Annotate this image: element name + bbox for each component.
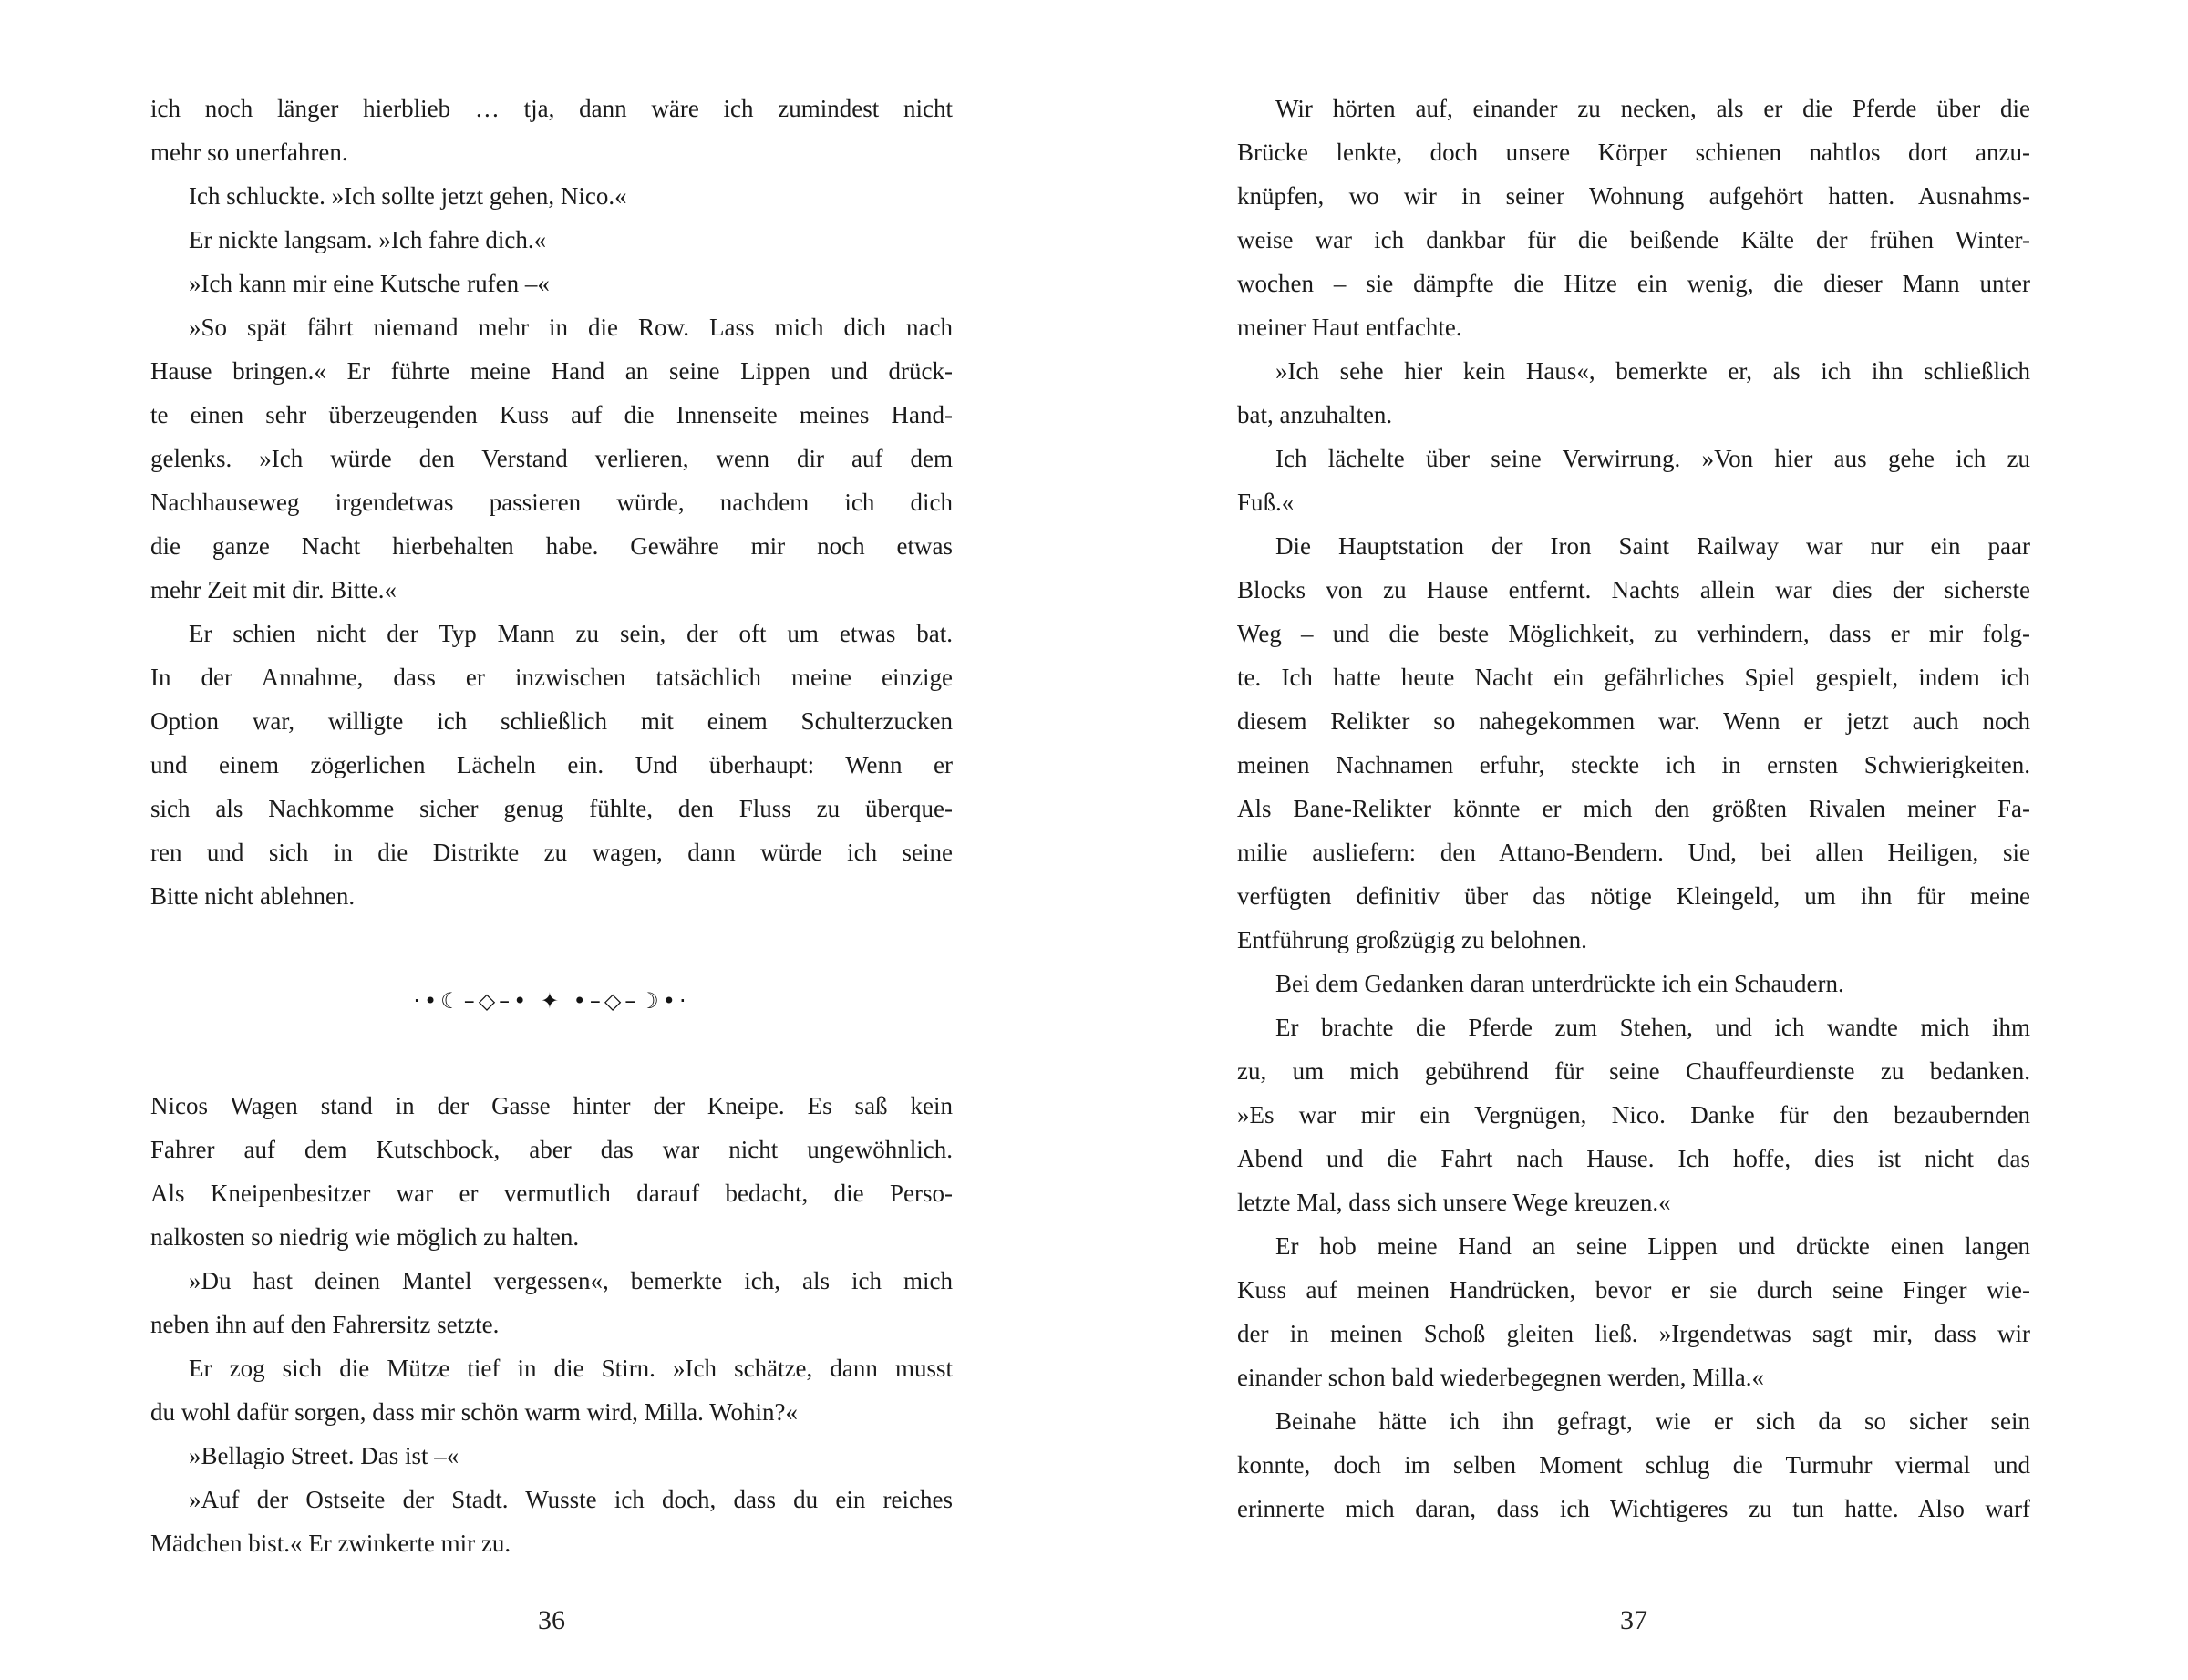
- text-line: diesem Relikter so nahegekommen war. Wenn er jetzt auch noch: [1237, 707, 2030, 735]
- text-line: zu, um mich gebührend für seine Chauffeurdienste zu bedanken.: [1237, 1057, 2030, 1085]
- text-line: »Es war mir ein Vergnügen, Nico. Danke für den bezaubernden: [1237, 1101, 2030, 1129]
- text-line: mehr so unerfahren.: [150, 139, 348, 166]
- text-line: Blocks von zu Hause entfernt. Nachts allein war dies der sicherste: [1237, 576, 2030, 603]
- text-line: Beinahe hätte ich ihn gefragt, wie er sich da so sicher sein: [1275, 1407, 2030, 1435]
- text-line: bat, anzuhalten.: [1237, 401, 1393, 428]
- text-line: Ich lächelte über seine Verwirrung. »Von hier aus gehe ich zu: [1275, 445, 2030, 472]
- left-page-text: [150, 87, 953, 1565]
- text-line: Brücke lenkte, doch unsere Körper schienen nahtlos dort anzu-: [1237, 139, 2030, 166]
- text-line: Kuss auf meinen Handrücken, bevor er sie durch seine Finger wie-: [1237, 1276, 2030, 1304]
- text-line: die ganze Nacht hierbehalten habe. Gewähre mir noch etwas: [150, 532, 953, 560]
- text-line: »Bellagio Street. Das ist –«: [189, 1442, 459, 1469]
- text-line: meiner Haut entfachte.: [1237, 314, 1462, 341]
- text-line: Ich schluckte. »Ich sollte jetzt gehen, Nico.«: [189, 182, 627, 210]
- text-line: »Ich sehe hier kein Haus«, bemerkte er, als ich ihn schließlich: [1275, 357, 2030, 385]
- text-line: Er nickte langsam. »Ich fahre dich.«: [189, 226, 547, 253]
- text-line: Bitte nicht ablehnen.: [150, 882, 356, 910]
- text-line: ich noch länger hierblieb … tja, dann wäre ich zumindest nicht: [150, 95, 953, 122]
- text-line: Fahrer auf dem Kutschbock, aber das war nicht ungewöhnlich.: [150, 1136, 953, 1163]
- text-line: te einen sehr überzeugenden Kuss auf die Innenseite meines Hand-: [150, 401, 953, 428]
- text-line: konnte, doch im selben Moment schlug die Turmuhr viermal und: [1237, 1451, 2030, 1479]
- text-line: weise war ich dankbar für die beißende Kälte der frühen Winter-: [1237, 226, 2030, 253]
- text-line: erinnerte mich daran, dass ich Wichtigeres zu tun hatte. Also warf: [1237, 1495, 2030, 1522]
- text-line: »So spät fährt niemand mehr in die Row. Lass mich dich nach: [189, 314, 953, 341]
- text-line: Nachhauseweg irgendetwas passieren würde, nachdem ich dich: [150, 489, 953, 516]
- text-line: einander schon bald wiederbegegnen werden, Milla.«: [1237, 1364, 1765, 1391]
- text-line: Nicos Wagen stand in der Gasse hinter der Kneipe. Es saß kein: [150, 1092, 953, 1119]
- text-line: In der Annahme, dass er inzwischen tatsächlich meine einzige: [150, 664, 953, 691]
- right-page-text: [1237, 87, 2030, 1531]
- text-line: »Auf der Ostseite der Stadt. Wusste ich doch, dass du ein reiches: [189, 1486, 953, 1513]
- text-line: »Ich kann mir eine Kutsche rufen –«: [189, 270, 550, 297]
- text-line: Fuß.«: [1237, 489, 1295, 516]
- page-number-right: 37: [1620, 1605, 1647, 1635]
- text-line: meinen Nachnamen erfuhr, steckte ich in ernsten Schwierigkeiten.: [1237, 751, 2030, 778]
- text-line: Wir hörten auf, einander zu necken, als er die Pferde über die: [1275, 95, 2030, 122]
- text-line: Mädchen bist.« Er zwinkerte mir zu.: [150, 1530, 511, 1557]
- text-line: du wohl dafür sorgen, dass mir schön warm wird, Milla. Wohin?«: [150, 1398, 798, 1426]
- text-line: gelenks. »Ich würde den Verstand verlieren, wenn dir auf dem: [150, 445, 953, 472]
- text-line: sich als Nachkomme sicher genug fühlte, den Fluss zu überque-: [150, 795, 953, 822]
- text-line: Als Kneipenbesitzer war er vermutlich darauf bedacht, die Perso-: [150, 1180, 953, 1207]
- text-line: Die Hauptstation der Iron Saint Railway war nur ein paar: [1275, 532, 2030, 560]
- text-line: Abend und die Fahrt nach Hause. Ich hoffe, dies ist nicht das: [1237, 1145, 2030, 1172]
- text-line: Entführung großzügig zu belohnen.: [1237, 926, 1587, 953]
- text-line: Hause bringen.« Er führte meine Hand an seine Lippen und drück-: [150, 357, 953, 385]
- text-line: und einem zögerlichen Lächeln ein. Und überhaupt: Wenn er: [150, 751, 953, 778]
- text-line: Bei dem Gedanken daran unterdrückte ich ein Schaudern.: [1275, 970, 1844, 997]
- text-line: Er hob meine Hand an seine Lippen und drückte einen langen: [1275, 1232, 2030, 1260]
- text-line: Als Bane-Relikter könnte er mich den größten Rivalen meiner Fa-: [1237, 795, 2030, 822]
- text-line: te. Ich hatte heute Nacht ein gefährliches Spiel gespielt, indem ich: [1237, 664, 2030, 691]
- text-line: letzte Mal, dass sich unsere Wege kreuzen.«: [1237, 1189, 1671, 1216]
- text-line: neben ihn auf den Fahrersitz setzte.: [150, 1311, 500, 1338]
- text-line: »Du hast deinen Mantel vergessen«, bemerkte ich, als ich mich: [189, 1267, 953, 1294]
- text-line: ren und sich in die Distrikte zu wagen, dann würde ich seine: [150, 839, 953, 866]
- text-line: der in meinen Schoß gleiten ließ. »Irgendetwas sagt mir, dass wir: [1237, 1320, 2030, 1347]
- text-line: knüpfen, wo wir in seiner Wohnung aufgehört hatten. Ausnahms-: [1237, 182, 2030, 210]
- text-line: mehr Zeit mit dir. Bitte.«: [150, 576, 397, 603]
- text-line: wochen – sie dämpfte die Hitze ein wenig, die dieser Mann unter: [1237, 270, 2030, 297]
- text-line: Weg – und die beste Möglichkeit, zu verhindern, dass er mir folg-: [1237, 620, 2030, 647]
- text-line: Er zog sich die Mütze tief in die Stirn. »Ich schätze, dann musst: [189, 1355, 953, 1382]
- text-line: verfügten definitiv über das nötige Kleingeld, um ihn für meine: [1237, 882, 2030, 910]
- text-line: nalkosten so niedrig wie möglich zu halten.: [150, 1223, 580, 1251]
- text-line: Er schien nicht der Typ Mann zu sein, der oft um etwas bat.: [189, 620, 953, 647]
- text-line: Er brachte die Pferde zum Stehen, und ich wandte mich ihm: [1275, 1014, 2030, 1041]
- section-divider-ornament: ·•☾–◇–• ✦ •–◇–☽•·: [413, 988, 690, 1014]
- text-line: milie ausliefern: den Attano-Bendern. Und, bei allen Heiligen, sie: [1237, 839, 2030, 866]
- page-number-left: 36: [538, 1605, 565, 1635]
- text-line: Option war, willigte ich schließlich mit einem Schulterzucken: [150, 707, 953, 735]
- right-page: [1094, 0, 2188, 1680]
